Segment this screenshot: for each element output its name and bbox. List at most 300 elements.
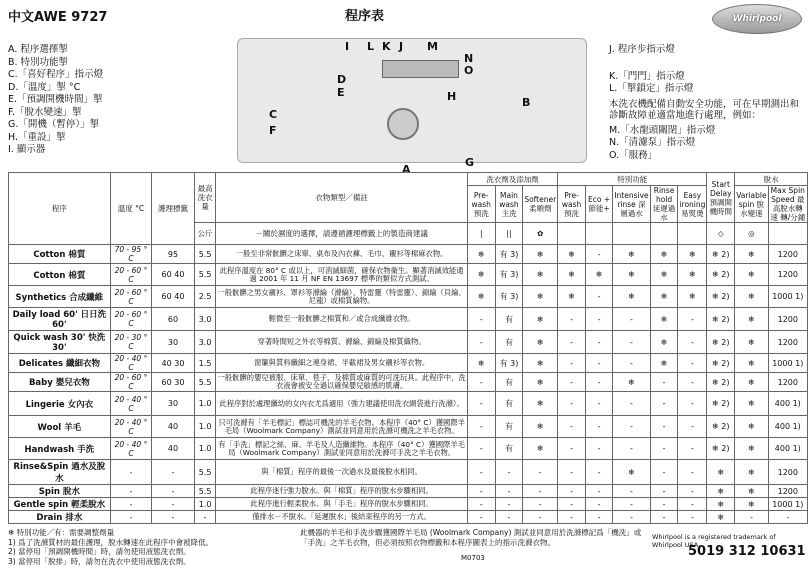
option-cell: -: [558, 416, 586, 438]
option-cell: -: [558, 498, 586, 511]
compartment-2-icon: ||: [506, 229, 512, 238]
laundry-description: 一般至非常骯髒之床單、桌布及內衣褲、毛巾、襯衫等棉麻衣物。: [216, 245, 467, 264]
option-cell: -: [613, 485, 650, 498]
option-cell: -: [467, 308, 495, 331]
program-name: Daily load 60' 日日洗 60': [9, 308, 111, 331]
care-label: 40: [152, 416, 194, 438]
option-cell: -: [467, 438, 495, 460]
header-softener: Softener 柔順劑: [523, 186, 558, 223]
care-label: -: [152, 485, 194, 498]
program-knob: [387, 108, 419, 140]
care-label: 60 30: [152, 373, 194, 392]
option-cell: ❄: [467, 264, 495, 286]
option-cell: ❄: [707, 511, 735, 524]
max-load: 1.0: [194, 438, 216, 460]
option-cell: ❄: [678, 286, 707, 308]
option-cell: 1200: [768, 485, 807, 498]
max-load: 5.5: [194, 460, 216, 485]
option-cell: ❄: [467, 354, 495, 373]
option-cell: -: [650, 460, 678, 485]
option-cell: -: [585, 286, 612, 308]
option-cell: -: [678, 485, 707, 498]
option-cell: -: [558, 460, 586, 485]
laundry-description: 輕微至一般骯髒之棉質和／或合成纖維衣物。: [216, 308, 467, 331]
panel-label: K: [382, 40, 391, 53]
footnotes: [8, 528, 213, 566]
laundry-description: 窗簾與質料纖細之連身裙、半截裙及男女襯衫等衣物。: [216, 354, 467, 373]
option-cell: -: [613, 438, 650, 460]
option-cell: -: [585, 460, 612, 485]
option-cell: ❄: [523, 264, 558, 286]
laundry-description: 只可洗滌有「羊毛標記」標誌可機洗的羊毛衣物。本程序（40° C）獲國際羊毛局（Woolmark Company）測試並同意用於洗滌可機洗之羊毛衣物。: [216, 416, 467, 438]
laundry-description: 僅排水－不脫水。「延遲脫水」後結束程序的另一方式。: [216, 511, 467, 524]
option-cell: ❄ 2): [707, 286, 735, 308]
footnote: 3) 當停用「脫排」時，請勿在洗衣中使用液態洗衣劑。: [8, 556, 191, 566]
option-cell: -: [467, 498, 495, 511]
option-cell: -: [558, 354, 586, 373]
footnote: 1) 爲了洗滌質材的最佳護理，脫水轉速在此程序中會被降低。: [8, 537, 214, 547]
option-cell: ❄: [735, 264, 768, 286]
option-cell: -: [467, 416, 495, 438]
model-title: 中文AWE 9727: [8, 10, 108, 25]
table-row: [9, 373, 808, 392]
option-cell: 有: [495, 438, 523, 460]
header-temp: 溫度 °C: [110, 173, 152, 245]
panel-label: E: [337, 86, 345, 99]
legend-item: O.「服務」: [609, 149, 658, 161]
option-cell: -: [558, 331, 586, 354]
option-cell: -: [678, 331, 707, 354]
table-row: [9, 485, 808, 498]
option-cell: 有: [495, 331, 523, 354]
option-cell: -: [585, 438, 612, 460]
option-cell: ❄: [650, 308, 678, 331]
panel-label: G: [465, 156, 475, 169]
care-label: 60 40: [152, 286, 194, 308]
panel-label: C: [269, 108, 278, 121]
option-cell: -: [585, 245, 612, 264]
option-cell: ❄: [735, 245, 768, 264]
max-load: 1.0: [194, 392, 216, 416]
max-load: 5.5: [194, 264, 216, 286]
table-row: [9, 416, 808, 438]
panel-label: F: [269, 124, 277, 137]
table-row: [9, 264, 808, 286]
header-max-spin: Max Spin Speed 最高脫水轉速 轉/分鐘: [768, 186, 807, 223]
icon-cell: [495, 223, 523, 245]
legend-right: [609, 44, 799, 162]
program-name: Wool 羊毛: [9, 416, 111, 438]
panel-label: N: [464, 52, 474, 65]
option-cell: -: [613, 392, 650, 416]
option-cell: ❄: [467, 286, 495, 308]
option-cell: -: [678, 392, 707, 416]
temp-range: 20 - 30 ° C: [110, 331, 152, 354]
table-row: [9, 354, 808, 373]
option-cell: -: [650, 392, 678, 416]
footer-small-code: M0703: [461, 554, 485, 562]
compartment-1-icon: |: [479, 229, 483, 238]
option-cell: -: [650, 438, 678, 460]
temp-range: -: [110, 485, 152, 498]
program-table: [8, 172, 808, 524]
option-cell: ❄: [523, 308, 558, 331]
legend-item: H.「重設」掣: [8, 131, 66, 143]
option-cell: -: [467, 511, 495, 524]
option-cell: 有 3): [495, 245, 523, 264]
header-detergent-group: 洗衣劑及添加劑: [467, 173, 557, 186]
option-cell: ❄: [523, 416, 558, 438]
option-cell: ❄: [735, 485, 768, 498]
care-label: 60 40: [152, 264, 194, 286]
spin-icon: ◎: [748, 229, 755, 238]
table-row: [9, 392, 808, 416]
option-cell: -: [585, 485, 612, 498]
temp-range: 20 - 60 ° C: [110, 286, 152, 308]
footnote: 2) 當停用「預調開機時間」時，請勿使用液態洗衣劑。: [8, 547, 191, 556]
table-row: [9, 511, 808, 524]
option-cell: -: [585, 416, 612, 438]
program-name: Quick wash 30' 快洗 30': [9, 331, 111, 354]
option-cell: ❄: [735, 308, 768, 331]
header-variable-spin: Variable spin 脫水變速: [735, 186, 768, 223]
legend-item: A. 程序選擇掣: [8, 44, 68, 55]
temp-range: -: [110, 498, 152, 511]
laundry-description: 有「手洗」標記之絲、麻、羊毛及人造纖維物。本程序（40° C）獲國際羊毛局（Woolmark Company）測試並同意用於洗滌可手洗之羊毛衣物。: [216, 438, 467, 460]
option-cell: -: [585, 392, 612, 416]
option-cell: -: [558, 392, 586, 416]
panel-label: O: [464, 64, 474, 77]
table-row: [9, 498, 808, 511]
option-cell: ❄: [735, 354, 768, 373]
option-cell: -: [558, 438, 586, 460]
laundry-description: 此程序進行輕柔脫水。與「手毛」程序的脫水步驟相同。: [216, 498, 467, 511]
panel-label: D: [337, 73, 347, 86]
legend-item: M.「水龍頭關閉」指示燈: [609, 124, 716, 136]
option-cell: -: [523, 460, 558, 485]
temp-range: 20 - 60 ° C: [110, 373, 152, 392]
header-rinse-hold: Rinse hold 延遲過水: [650, 186, 678, 223]
max-load: -: [194, 511, 216, 524]
option-cell: ❄ 2): [707, 416, 735, 438]
option-cell: 1200: [768, 264, 807, 286]
option-cell: ❄: [558, 264, 586, 286]
option-cell: -: [678, 416, 707, 438]
option-cell: ❄: [613, 286, 650, 308]
header-program: 程序: [9, 173, 111, 245]
option-cell: ❄: [523, 245, 558, 264]
option-cell: ❄: [650, 354, 678, 373]
table-row: [9, 331, 808, 354]
option-cell: ❄: [678, 264, 707, 286]
option-cell: 1200: [768, 308, 807, 331]
option-cell: ❄: [735, 416, 768, 438]
brand-logo: Whirlpool: [712, 4, 802, 34]
header-start-delay: Start Delay 預調開機時間: [707, 173, 735, 223]
program-name: Drain 排水: [9, 511, 111, 524]
laundry-description: 與「棉質」程序的最後一次過水及最後脫水相同。: [216, 460, 467, 485]
page-title: 程序表: [345, 9, 385, 24]
icon-cell: [523, 223, 558, 245]
option-cell: -: [467, 460, 495, 485]
option-cell: -: [678, 354, 707, 373]
option-cell: ❄ 2): [707, 438, 735, 460]
max-load: 5.5: [194, 485, 216, 498]
header-laundry-note: －關於濕度的選擇，請遵循護理標籤上的製造商建議: [216, 223, 467, 245]
temp-range: 20 - 40 ° C: [110, 354, 152, 373]
option-cell: 有: [495, 308, 523, 331]
legend-item: N.「清濾泵」指示燈: [609, 137, 696, 148]
option-cell: -: [678, 498, 707, 511]
option-cell: 有 3): [495, 264, 523, 286]
panel-label: I: [345, 40, 350, 53]
temp-range: 20 - 40 ° C: [110, 438, 152, 460]
option-cell: -: [650, 511, 678, 524]
option-cell: ❄: [707, 460, 735, 485]
option-cell: -: [613, 308, 650, 331]
max-load: 5.5: [194, 373, 216, 392]
max-load: 5.5: [194, 245, 216, 264]
option-cell: 1000 1): [768, 286, 807, 308]
option-cell: -: [678, 308, 707, 331]
option-cell: -: [585, 498, 612, 511]
option-cell: ❄ 2): [707, 308, 735, 331]
option-cell: ❄: [613, 460, 650, 485]
legend-item: F.「脫水變速」掣: [8, 106, 82, 118]
option-cell: ❄: [678, 245, 707, 264]
option-cell: ❄ 2): [707, 392, 735, 416]
max-load: 1.0: [194, 416, 216, 438]
option-cell: -: [495, 498, 523, 511]
option-cell: ❄: [735, 331, 768, 354]
option-cell: 400 1): [768, 392, 807, 416]
option-cell: -: [735, 511, 768, 524]
option-cell: ❄: [735, 286, 768, 308]
panel-label: L: [367, 40, 375, 53]
option-cell: ❄ 2): [707, 264, 735, 286]
option-cell: ❄: [523, 286, 558, 308]
timer-icon: ◇: [717, 229, 724, 238]
legend-item: E.「預調開機時間」掣: [8, 94, 103, 105]
option-cell: ❄: [735, 392, 768, 416]
panel-label: B: [522, 96, 531, 109]
option-cell: -: [585, 354, 612, 373]
max-load: 1.5: [194, 354, 216, 373]
header-special-group: 特別功能: [558, 173, 707, 186]
icon-cell: [707, 223, 735, 245]
program-name: Delicates 纖細衣物: [9, 354, 111, 373]
legend-item: I. 顯示器: [8, 144, 46, 155]
laundry-description: 此程序迷行強力脫水。與「棉質」程序的脫水步驟相同。: [216, 485, 467, 498]
program-name: Gentle spin 輕柔脫水: [9, 498, 111, 511]
display-screen: [382, 60, 459, 78]
option-cell: ❄: [523, 354, 558, 373]
option-cell: ❄: [523, 373, 558, 392]
temp-range: 70 - 95 ° C: [110, 245, 152, 264]
header-eco: Eco + 節能+: [585, 186, 612, 223]
option-cell: -: [585, 308, 612, 331]
legend-item: J. 程序步指示燈: [609, 44, 675, 55]
option-cell: ❄: [735, 373, 768, 392]
max-load: 1.0: [194, 498, 216, 511]
icon-cell: [735, 223, 768, 245]
care-label: -: [152, 511, 194, 524]
option-cell: 400 1): [768, 438, 807, 460]
max-load: 3.0: [194, 308, 216, 331]
option-cell: -: [467, 331, 495, 354]
option-cell: ❄: [735, 498, 768, 511]
panel-background: [237, 38, 587, 163]
legend-item: D.「溫度」掣 °C: [8, 81, 81, 93]
option-cell: 有: [495, 392, 523, 416]
care-label: -: [152, 498, 194, 511]
footer-note: 此機器的羊毛和手洗步驟獲國際羊毛局 (Woolmark Company) 測試並同意用於洗滌標記爲「機洗」或「手洗」之羊毛衣物，但必須按照衣物標籤和本程序圖表上的指示洗滌衣物。: [300, 528, 642, 547]
table-row: [9, 438, 808, 460]
control-panel-diagram: [237, 38, 585, 176]
option-cell: ❄ 2): [707, 354, 735, 373]
care-label: 60: [152, 308, 194, 331]
option-cell: -: [585, 511, 612, 524]
softener-flower-icon: ✿: [537, 229, 544, 238]
option-cell: -: [678, 438, 707, 460]
option-cell: -: [558, 485, 586, 498]
table-row: [9, 245, 808, 264]
header-laundry-type: 衣物類型／備註: [216, 173, 467, 223]
option-cell: -: [585, 331, 612, 354]
option-cell: 有 3): [495, 354, 523, 373]
table-row: [9, 308, 808, 331]
temp-range: 20 - 40 ° C: [110, 416, 152, 438]
program-name: Rinse&Spin 過水及脫水: [9, 460, 111, 485]
header-max-load: 最高洗衣量: [194, 173, 216, 223]
program-name: Baby 嬰兒衣物: [9, 373, 111, 392]
option-cell: -: [650, 373, 678, 392]
option-cell: ❄: [707, 498, 735, 511]
temp-range: -: [110, 460, 152, 485]
option-cell: ❄: [650, 331, 678, 354]
option-cell: -: [613, 331, 650, 354]
option-cell: -: [613, 511, 650, 524]
option-cell: -: [678, 373, 707, 392]
option-cell: ❄: [467, 245, 495, 264]
option-cell: -: [650, 498, 678, 511]
option-cell: 有: [495, 373, 523, 392]
option-cell: -: [523, 485, 558, 498]
program-name: Spin 脫水: [9, 485, 111, 498]
option-cell: -: [495, 460, 523, 485]
laundry-description: 穿著時間短之外衣等棉質、滌綸、錦綸及棉質織物。: [216, 331, 467, 354]
option-cell: ❄ 2): [707, 373, 735, 392]
option-cell: -: [678, 460, 707, 485]
option-cell: 1000 1): [768, 498, 807, 511]
option-cell: 1000 1): [768, 354, 807, 373]
option-cell: -: [613, 498, 650, 511]
program-name: Cotton 棉質: [9, 264, 111, 286]
table-row: [9, 460, 808, 485]
program-name: Cotton 棉質: [9, 245, 111, 264]
option-cell: -: [768, 511, 807, 524]
temp-range: 20 - 60 ° C: [110, 264, 152, 286]
temp-range: 20 - 60 ° C: [110, 308, 152, 331]
option-cell: ❄: [735, 460, 768, 485]
option-cell: ❄: [523, 438, 558, 460]
temp-range: 20 - 40 ° C: [110, 392, 152, 416]
option-cell: ❄: [585, 264, 612, 286]
laundry-description: 一般骯髒之男女襯衫、罩衫等滌綸（滌綸）、特雷靈（特雷靈）、錦綸（貝綸、尼龍）或棉質綸物。: [216, 286, 467, 308]
option-cell: -: [613, 416, 650, 438]
header-easy-iron: Easy ironing 易熨燙: [678, 186, 707, 223]
care-label: 40: [152, 438, 194, 460]
footnote: ❄ 特別功能／有：需要調整劑量: [8, 528, 115, 537]
option-cell: -: [558, 511, 586, 524]
header-intensive: Intensive rinse 深層過水: [613, 186, 650, 223]
option-cell: 400 1): [768, 416, 807, 438]
laundry-description: 此程序溫度在 80° C 或以上，可消滅細菌，確保衣物衛生。顯著消滅效能通過 2001 年 11 月 NF EN 13697 標準的類似方式測試。: [216, 264, 467, 286]
option-cell: 1200: [768, 331, 807, 354]
option-cell: -: [495, 511, 523, 524]
header-prewash2: Pre-wash 預洗: [558, 186, 586, 223]
option-cell: ❄: [650, 286, 678, 308]
panel-label: A: [402, 163, 411, 176]
option-cell: 有: [495, 416, 523, 438]
max-load: 2.5: [194, 286, 216, 308]
header-care: 護理標籤: [152, 173, 194, 245]
option-cell: -: [650, 485, 678, 498]
option-cell: 1200: [768, 460, 807, 485]
option-cell: -: [523, 511, 558, 524]
panel-label: M: [427, 40, 438, 53]
option-cell: -: [467, 392, 495, 416]
legend-item: G.「開機（暫停）」掣: [8, 119, 100, 130]
option-cell: -: [678, 511, 707, 524]
care-label: 30: [152, 331, 194, 354]
header-mainwash: Main wash 主洗: [495, 186, 523, 223]
option-cell: -: [650, 416, 678, 438]
panel-label: H: [447, 90, 457, 103]
option-cell: -: [467, 373, 495, 392]
option-cell: 1200: [768, 245, 807, 264]
option-cell: ❄: [613, 264, 650, 286]
option-cell: ❄ 2): [707, 331, 735, 354]
option-cell: -: [467, 485, 495, 498]
option-cell: ❄: [613, 373, 650, 392]
temp-range: -: [110, 511, 152, 524]
option-cell: -: [613, 354, 650, 373]
option-cell: -: [495, 485, 523, 498]
option-cell: 有 3): [495, 286, 523, 308]
header-kg: 公斤: [194, 223, 216, 245]
program-name: Handwash 手洗: [9, 438, 111, 460]
laundry-description: 此程序對於處理纖幼的女內衣尤爲適用（強力建議使用洗衣網袋進行洗滌）。: [216, 392, 467, 416]
option-cell: -: [523, 498, 558, 511]
option-cell: -: [558, 373, 586, 392]
max-load: 3.0: [194, 331, 216, 354]
option-cell: ❄: [650, 245, 678, 264]
panel-label: J: [399, 40, 404, 53]
option-cell: ❄: [558, 286, 586, 308]
option-cell: ❄: [707, 485, 735, 498]
legend-item: L.「掣鎖定」指示燈: [609, 83, 694, 94]
legend-item: C.「喜好程序」指示燈: [8, 69, 104, 80]
option-cell: ❄: [523, 331, 558, 354]
option-cell: -: [558, 308, 586, 331]
legend-item: B. 特別功能掣: [8, 56, 69, 68]
legend-left: [8, 44, 103, 157]
care-label: -: [152, 460, 194, 485]
option-cell: ❄ 2): [707, 245, 735, 264]
document-code: 5019 312 10631: [688, 544, 806, 559]
option-cell: ❄: [613, 245, 650, 264]
